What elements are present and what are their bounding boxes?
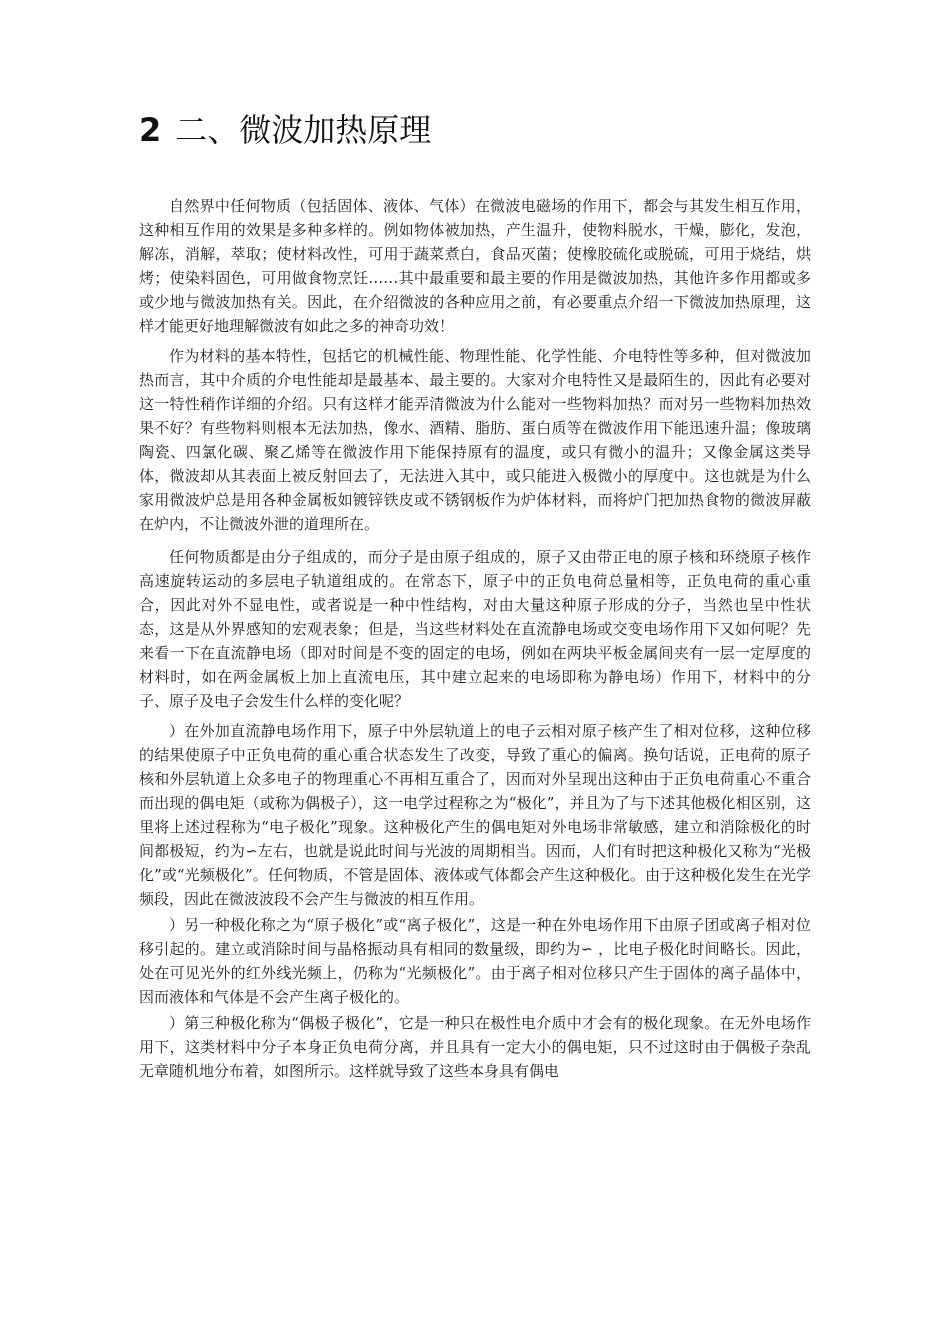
paragraph-atomic-structure: 任何物质都是由分子组成的，而分子是由原子组成的，原子又由带正电的原子核和环绕原子核作高速旋转运动的多层电子轨道组成的。在常态下，原子中的正负电荷总量相等，正负电荷的重心重合，因此对外不显电性，或者说是一种中性结构，对由大量这种原子形成的分子，当然也呈中性状态，这是从外界感知的宏观表象；但是，当这些材料处在直流静电场或交变电场作用下又如何呢？先来看一下在直流静电场（即对时间是不变的固定的电场，例如在两块平板金属间夹有一层一定厚度的材料时，如在两金属板上加上直流电压，其中建立起来的电场即称为静电场）作用下，材料中的分子、原子及电子会发生什么样的变化呢？	[139, 548, 811, 710]
document-body	[139, 194, 811, 1083]
paragraph-dipole-polarization: ）第三种极化称为“偶极子极化”，它是一种只在极性电介质中才会有的极化现象。在无外电场作用下，这类材料中分子本身正负电荷分离，并且具有一定大小的偶电矩，只不过这时由于偶极子杂乱无章随机地分布着，如图所示。这样就导致了这些本身具有偶电	[139, 1014, 811, 1080]
section-heading	[139, 108, 431, 152]
paragraph-ionic-polarization: ）另一种极化称之为“原子极化”或“离子极化”，这是一种在外电场作用下由原子团或离子相对位移引起的。建立或消除时间与晶格振动具有相同的数量级，即约为∽ ，比电子极化时间略长。因此，处在可见光外的红外线光频上，仍称为“光频极化”。由于离子相对位移只产生于固体的离子晶体中，因而液体和气体是不会产生离子极化的。	[139, 916, 811, 1006]
section-title: 二、微波加热原理	[175, 111, 432, 149]
paragraph-intro: 自然界中任何物质（包括固体、液体、气体）在微波电磁场的作用下，都会与其发生相互作用，这种相互作用的效果是多种多样的。例如物体被加热，产生温升，使物料脱水，干燥，膨化，发泡，解冻，消解，萃取；使材料改性，可用于蔬菜煮白，食品灭菌；使橡胶硫化或脱硫，可用于烧结，烘烤；使染料固色，可用做食物烹饪……其中最重要和最主要的作用是微波加热，其他许多作用都或多或少地与微波加热有关。因此，在介绍微波的各种应用之前，有必要重点介绍一下微波加热原理，这样才能更好地理解微波有如此之多的神奇功效！	[139, 197, 811, 335]
paragraph-electron-polarization: ）在外加直流静电场作用下，原子中外层轨道上的电子云相对原子核产生了相对位移，这种位移的结果使原子中正负电荷的重心重合状态发生了改变，导致了重心的偏离。换句话说，正电荷的原子核和外层轨道上众多电子的物理重心不再相互重合了，因而对外呈现出这种由于正负电荷重心不重合而出现的偶电矩（或称为偶极子），这一电学过程称之为“极化”，并且为了与下述其他极化相区别，这里将上述过程称为“电子极化”现象。这种极化产生的偶电矩对外电场非常敏感，建立和消除极化的时间都极短，约为∽左右，也就是说此时间与光波的周期相当。因而，人们有时把这种极化又称为“光极化”或“光频极化”。任何物质，不管是固体、液体或气体都会产生这种极化。由于这种极化发生在光学频段，因此在微波波段不会产生与微波的相互作用。	[139, 722, 811, 908]
paragraph-dielectric: 作为材料的基本特性，包括它的机械性能、物理性能、化学性能、介电特性等多种，但对微波加热而言，其中介质的介电性能却是最基本、最主要的。大家对介电特性又是最陌生的，因此有必要对这一特性稍作详细的介绍。只有这样才能弄清微波为什么能对一些物料加热？而对另一些物料加热效果不好？有些物料则根本无法加热，像水、酒精、脂肪、蛋白质等在微波作用下能迅速升温；像玻璃陶瓷、四氯化碳、聚乙烯等在微波作用下能保持原有的温度，或只有微小的温升；又像金属这类导体，微波却从其表面上被反射回去了，无法进入其中，或只能进入极微小的厚度中。这也就是为什么家用微波炉总是用各种金属板如镀锌铁皮或不锈钢板作为炉体材料，而将炉门把加热食物的微波屏蔽在炉内，不让微波外泄的道理所在。	[139, 347, 811, 533]
document-page	[139, 0, 811, 1318]
section-number: 2	[139, 111, 162, 149]
